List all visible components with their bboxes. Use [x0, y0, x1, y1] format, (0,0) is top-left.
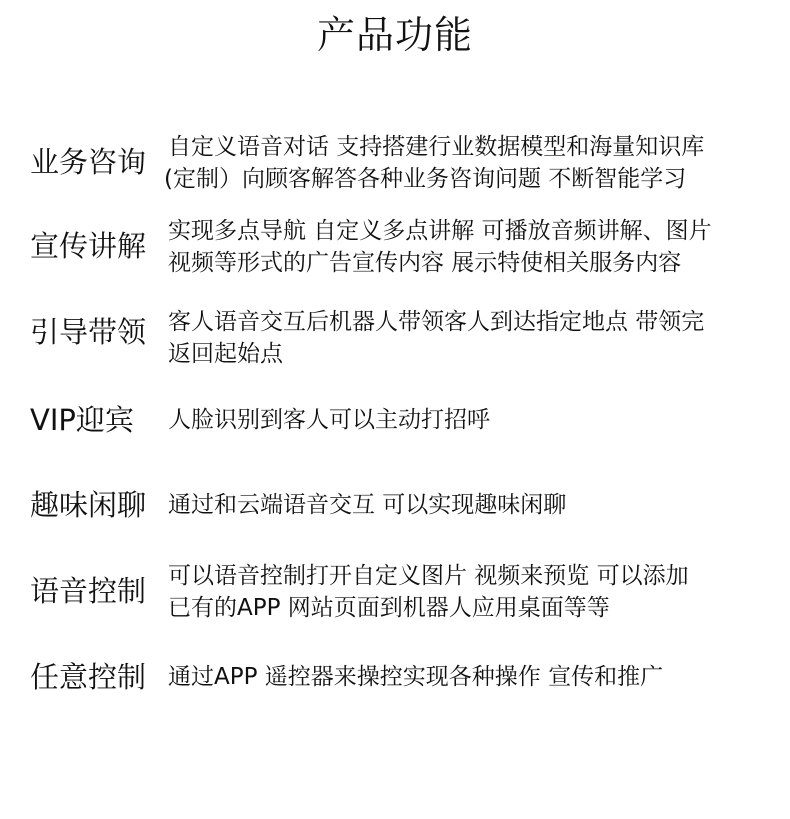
- feature-name: 语音控制: [30, 574, 147, 608]
- description-line: 视频等形式的广告宣传内容 展示特使相关服务内容: [168, 250, 682, 276]
- description-line: 返回起始点: [168, 341, 283, 367]
- feature-name: 引导带领: [30, 315, 147, 349]
- description-line: 通过和云端语音交互 可以实现趣味闲聊: [168, 492, 567, 518]
- feature-description: [168, 661, 778, 693]
- page-title: 产品功能: [316, 13, 473, 57]
- description-line: 自定义语音对话 支持搭建行业数据模型和海量知识库: [168, 134, 705, 160]
- description-line: 已有的APP 网站页面到机器人应用桌面等等: [168, 595, 610, 621]
- feature-name: 业务咨询: [30, 145, 147, 179]
- feature-name: VIP迎宾: [30, 403, 134, 437]
- feature-description: [168, 404, 778, 436]
- feature-description: [168, 560, 778, 624]
- description-line: 人脸识别到客人可以主动打招呼: [168, 407, 490, 433]
- description-line: 可以语音控制打开自定义图片 视频来预览 可以添加: [168, 563, 689, 589]
- feature-name: 趣味闲聊: [30, 488, 147, 522]
- feature-description: [164, 131, 778, 195]
- feature-name: 宣传讲解: [30, 229, 147, 263]
- feature-description: [168, 306, 778, 370]
- description-line: 实现多点导航 自定义多点讲解 可播放音频讲解、图片: [168, 218, 712, 244]
- description-line: (定制）向顾客解答各种业务咨询问题 不断智能学习: [164, 166, 687, 192]
- feature-description: [168, 489, 778, 521]
- feature-name: 任意控制: [30, 660, 147, 694]
- description-line: 通过APP 遥控器来操控实现各种操作 宣传和推广: [168, 664, 664, 690]
- description-line: 客人语音交互后机器人带领客人到达指定地点 带领完: [168, 309, 705, 335]
- feature-description: [168, 215, 778, 279]
